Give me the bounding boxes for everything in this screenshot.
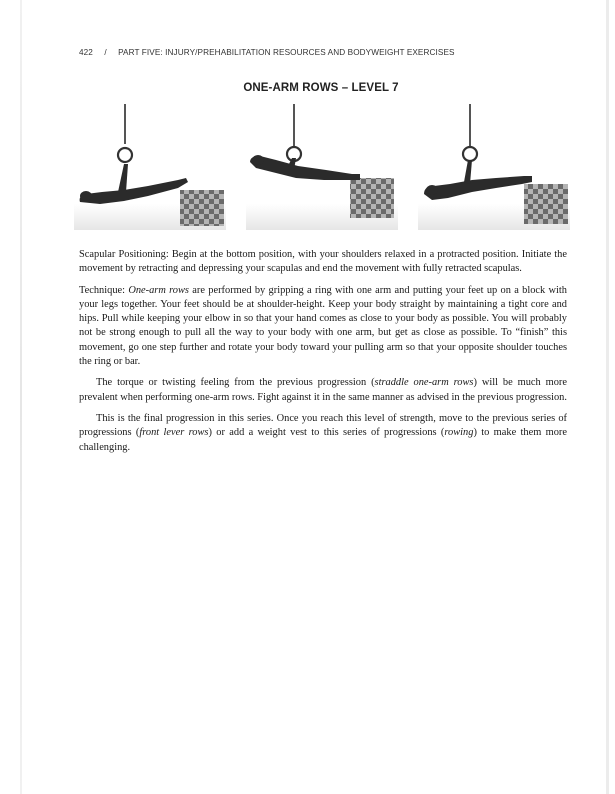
header-separator: /	[104, 48, 107, 57]
figure-bottom-position	[74, 104, 226, 230]
body-text	[79, 248, 567, 462]
section-title: PART FIVE: INJURY/PREHABILITATION RESOURCES AND BODYWEIGHT EXERCISES	[118, 48, 455, 57]
final-text-after: ) to make them more challenging.	[79, 427, 567, 453]
exercise-title: ONE-ARM ROWS – LEVEL 7	[243, 82, 399, 94]
final-text-before: This is the final progression in this series. Once you reach this level of strength, move to the previous series of progressions (	[79, 412, 567, 439]
exercise-figures	[74, 104, 574, 230]
final-term-front-lever: front lever rows	[139, 427, 209, 439]
page-number: 422	[79, 48, 93, 57]
page-edge-left	[20, 0, 22, 794]
final-text-middle: ) or add a weight vest to this series of progressions (	[208, 427, 445, 439]
torque-term: straddle one-arm rows	[374, 377, 474, 389]
torque-text-before: The torque or twisting feeling from the previous progression (	[96, 377, 375, 389]
technique-label: Technique:	[79, 284, 129, 296]
running-header	[79, 48, 455, 57]
figure-top-position	[246, 104, 398, 230]
paragraph-torque	[79, 376, 567, 405]
paragraph-technique	[79, 284, 567, 370]
paragraph-final-progression	[79, 412, 567, 455]
paragraph-scapular-positioning: Scapular Positioning: Begin at the bottom position, with your shoulders relaxed in a protracted position. Initiate the movement by retracting and depressing your scapulas and end the movement with fully retracted scapulas.	[79, 249, 567, 275]
technique-text: are performed by gripping a ring with one arm and putting your feet up on a block with your legs together. Your feet should be at shoulder-height. Keep your body straight by maintaining a tight core and hips. Pull while keeping your elbow in so that your hand comes as close to your body as possible. You will probably not be strong enough to pull all the way to your body with one arm, but get as close as possible. To “finish” this movement, go one step further and rotate your body toward your pulling arm so that your opposite shoulder touches the ring or bar.	[79, 284, 568, 368]
final-term-rowing: rowing	[444, 427, 474, 439]
technique-term: One-arm rows	[128, 284, 189, 296]
torque-text-after: ) will be much more prevalent when performing one-arm rows. Fight against it in the same manner as advised in the previous progression.	[79, 377, 567, 403]
page-edge-right	[606, 0, 609, 794]
figure-finish-position	[418, 104, 570, 230]
